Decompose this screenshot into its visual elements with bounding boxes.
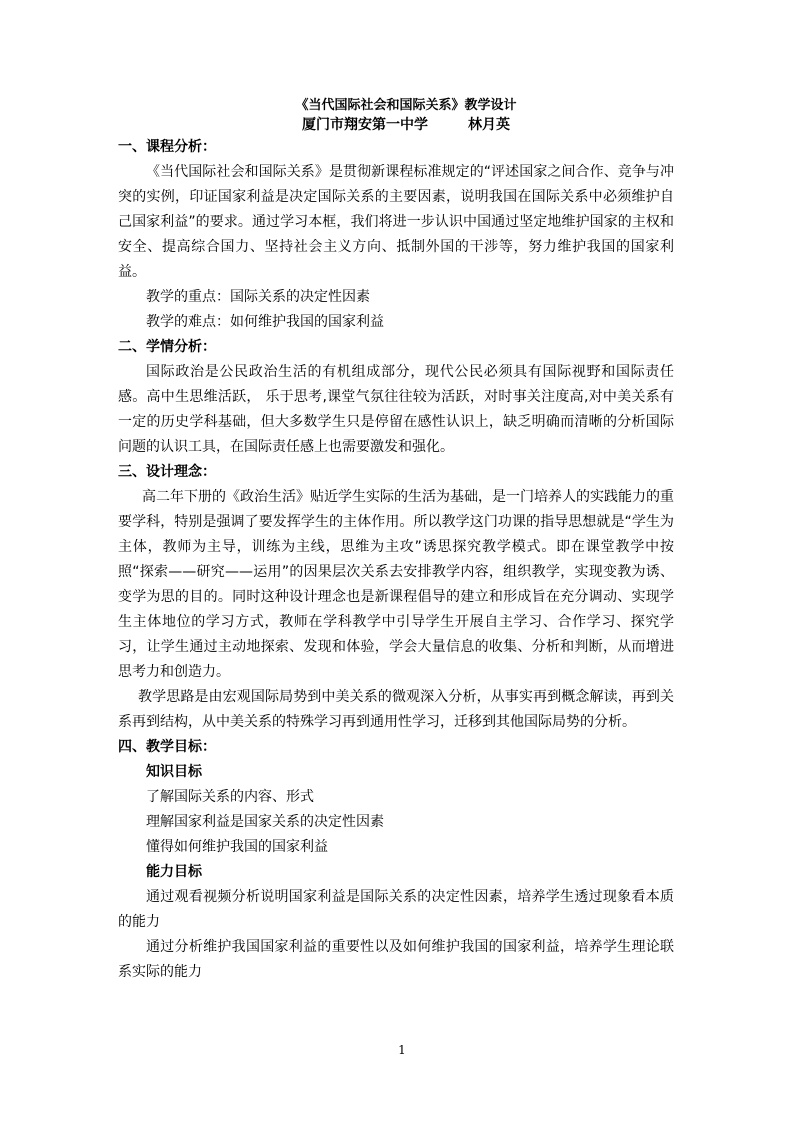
author-line bbox=[118, 115, 674, 135]
section-heading-teaching-goals: 四、教学目标： bbox=[118, 739, 216, 755]
document-body bbox=[118, 97, 674, 985]
design-concept-paragraph-1: 高二年下册的《政治生活》贴近学生实际的生活为基础，是一门培养人的实践能力的重要学科，特别是强调了要发挥学生的主体作用。所以教学这门功课的指导思想就是“学生为主体，教师为主导，训练为主线，思维为主攻”诱思探究教学模式。即在课堂教学中按照“探索——研究——运用”的因果层次关系去安排教学内容，组织教学，实现变教为诱、变学为思的目的。同时这种设计理念也是新课程倡导的建立和形成旨在充分调动、实现学生主体地位的学习方式，教师在学科教学中引导学生开展自主学习、合作学习、探究学习，让学生通过主动地探索、发现和体验，学会大量信息的收集、分析和判断，从而增进思考力和创造力。 bbox=[118, 489, 674, 680]
ability-goal-paragraph: 通过分析维护我国国家利益的重要性以及如何维护我国的国家利益，培养学生理论联系实际的能力 bbox=[118, 939, 674, 980]
ability-goals-heading: 能力目标 bbox=[146, 864, 202, 880]
page-number: 1 bbox=[398, 1043, 406, 1057]
teaching-difficulty: 教学的难点：如何维护我国的国家利益 bbox=[146, 314, 384, 330]
document-title: 《当代国际社会和国际关系》教学设计 bbox=[295, 98, 517, 113]
knowledge-goal-item: 理解国家利益是国家关系的决定性因素 bbox=[146, 814, 384, 830]
student-analysis-paragraph: 国际政治是公民政治生活的有机组成部分，现代公民必须具有国际视野和国际责任感。高中生思维活跃， 乐于思考,课堂气氛往往较为活跃，对时事关注度高,对中美关系有一定的历史学科基础，但大多数学生只是停留在感性认识上，缺乏明确而清晰的分析国际问题的认识工具，在国际责任感上也需要激发和强化。 bbox=[118, 364, 674, 455]
section-heading-student-analysis: 二、学情分析： bbox=[118, 339, 216, 355]
section-heading-design-concept: 三、设计理念： bbox=[118, 464, 216, 480]
knowledge-goals-heading: 知识目标 bbox=[146, 764, 202, 780]
knowledge-goal-item: 懂得如何维护我国的国家利益 bbox=[146, 839, 328, 855]
teaching-key-point: 教学的重点：国际关系的决定性因素 bbox=[146, 289, 370, 305]
design-concept-paragraph-2: 教学思路是由宏观国际局势到中美关系的微观深入分析，从事实再到概念解读，再到关系再到结构，从中美关系的特殊学习再到通用性学习，迁移到其他国际局势的分析。 bbox=[118, 689, 674, 730]
school-name: 厦门市翔安第一中学 bbox=[302, 117, 428, 133]
author-name: 林月英 bbox=[468, 117, 510, 133]
knowledge-goal-item: 了解国际关系的内容、形式 bbox=[146, 789, 314, 805]
ability-goal-paragraph: 通过观看视频分析说明国家利益是国际关系的决定性因素，培养学生透过现象看本质的能力 bbox=[118, 889, 674, 930]
section-heading-course-analysis: 一、课程分析： bbox=[118, 139, 216, 155]
course-analysis-paragraph: 《当代国际社会和国际关系》是贯彻新课程标准规定的“评述国家之间合作、竞争与冲突的实例，印证国家利益是决定国际关系的主要因素，说明我国在国际关系中必须维护自己国家利益”的要求。通过学习本框，我们将进一步认识中国通过坚定地维护国家的主权和安全、提高综合国力、坚持社会主义方向、抵制外国的干涉等，努力维护我国的国家利益。 bbox=[118, 164, 674, 280]
